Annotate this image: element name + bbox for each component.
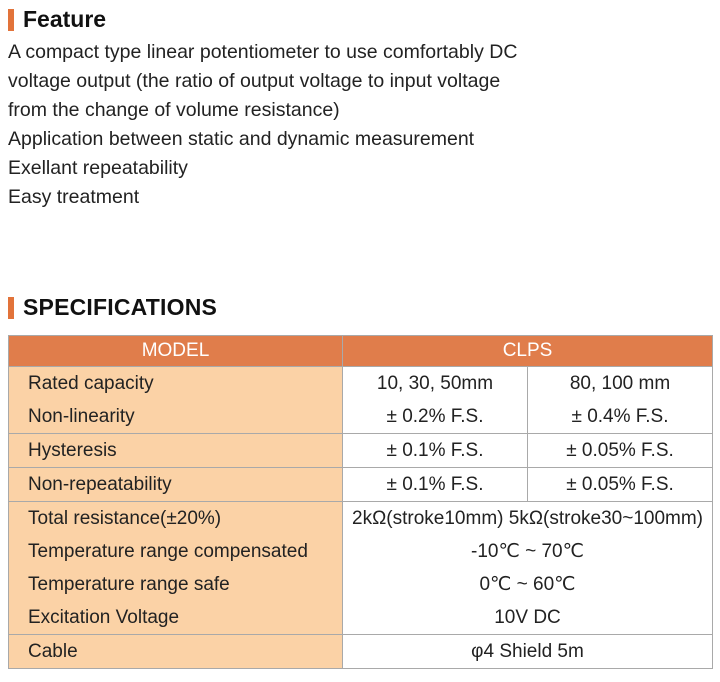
table-row xyxy=(9,400,713,434)
row-value: 80, 100 mm xyxy=(528,367,713,401)
feature-line: Exellant repeatability xyxy=(8,157,188,179)
row-value: -10℃ ~ 70℃ xyxy=(343,535,713,568)
feature-line: A compact type linear potentiometer to use comfortably DC xyxy=(8,41,518,63)
row-value: ± 0.2% F.S. xyxy=(343,400,528,434)
table-row xyxy=(9,568,713,601)
row-value: ± 0.4% F.S. xyxy=(528,400,713,434)
feature-line: from the change of volume resistance) xyxy=(8,99,340,121)
feature-line: Easy treatment xyxy=(8,186,140,208)
feature-list xyxy=(8,38,568,212)
row-value: ± 0.1% F.S. xyxy=(343,468,528,502)
table-row xyxy=(9,502,713,536)
row-label: Rated capacity xyxy=(9,367,343,401)
row-value: ± 0.1% F.S. xyxy=(343,434,528,468)
row-value: 10, 30, 50mm xyxy=(343,367,528,401)
specifications-table xyxy=(8,335,713,669)
model-column-header: MODEL xyxy=(9,336,343,367)
table-header-row xyxy=(9,336,713,367)
row-label: Total resistance(±20%) xyxy=(9,502,343,536)
row-value: 2kΩ(stroke10mm) 5kΩ(stroke30~100mm) xyxy=(343,502,713,536)
table-row xyxy=(9,601,713,635)
row-label: Temperature range compensated xyxy=(9,535,343,568)
row-value: φ4 Shield 5m xyxy=(343,635,713,669)
row-label: Hysteresis xyxy=(9,434,343,468)
row-value: ± 0.05% F.S. xyxy=(528,468,713,502)
row-label: Cable xyxy=(9,635,343,669)
heading-accent-bar xyxy=(8,297,14,319)
product-column-header: CLPS xyxy=(343,336,713,367)
feature-line: Application between static and dynamic measurement xyxy=(8,128,475,150)
feature-line: voltage output (the ratio of output voltage to input voltage xyxy=(8,70,501,92)
table-row xyxy=(9,367,713,401)
row-value: 10V DC xyxy=(343,601,713,635)
row-value: ± 0.05% F.S. xyxy=(528,434,713,468)
row-label: Excitation Voltage xyxy=(9,601,343,635)
row-label: Non-linearity xyxy=(9,400,343,434)
specifications-title: SPECIFICATIONS xyxy=(23,294,218,320)
heading-accent-bar xyxy=(8,9,14,31)
row-value: 0℃ ~ 60℃ xyxy=(343,568,713,601)
table-row xyxy=(9,635,713,669)
table-row xyxy=(9,535,713,568)
row-label: Non-repeatability xyxy=(9,468,343,502)
row-label: Temperature range safe xyxy=(9,568,343,601)
feature-heading xyxy=(8,6,106,33)
table-row xyxy=(9,468,713,502)
feature-title: Feature xyxy=(23,6,107,32)
table-row xyxy=(9,434,713,468)
specifications-heading xyxy=(8,294,217,321)
